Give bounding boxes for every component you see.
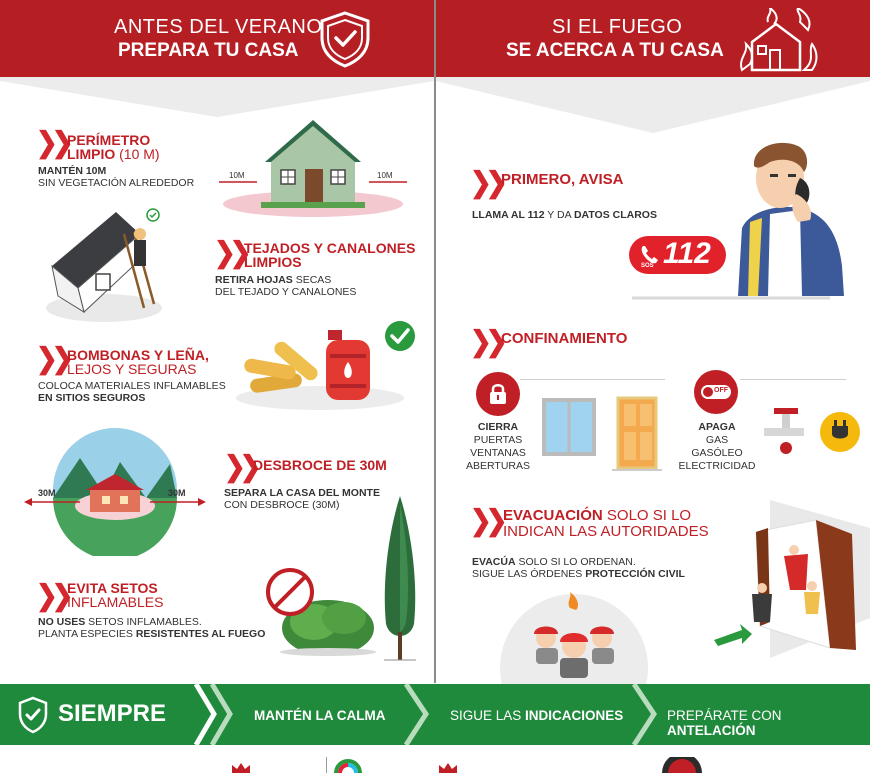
right-header: [436, 0, 870, 77]
right-header-line1: SI EL FUEGO: [552, 16, 683, 38]
cypress-tree-illustration: [380, 494, 420, 664]
evacuacion-desc1-bold: EVACÚA: [472, 556, 516, 568]
window-door-illustration: [542, 394, 662, 472]
footer-chevron-1: [192, 684, 236, 745]
footer-chevron-2: [402, 684, 434, 745]
house-illustration: [215, 112, 420, 222]
cierra-item-0: PUERTAS: [473, 434, 523, 446]
logo-divider: [326, 757, 327, 773]
confinamiento-frame-right: [740, 379, 846, 380]
avisa-chevron-icon: ❯❯: [470, 165, 502, 199]
perimetro-dist-left: 10M: [229, 171, 245, 180]
tejados-desc-light: SECAS: [292, 274, 332, 286]
perimetro-title-line1: PERÍMETRO: [67, 132, 151, 148]
perimetro-desc: [38, 165, 194, 189]
confinamiento-title: CONFINAMIENTO: [501, 330, 628, 347]
tejados-desc-line2: DEL TEJADO Y CANALONES: [215, 286, 357, 298]
evacuacion-title-bold: EVACUACIÓN: [503, 507, 603, 524]
desbroce-dist-left: 30M: [38, 488, 56, 498]
avisa-desc-bold1: LLAMA AL 112: [472, 209, 545, 221]
hedge-prohibited-illustration: [262, 566, 380, 658]
setos-title-line2: INFLAMABLES: [67, 594, 164, 610]
desbroce-title: DESBROCE DE 30M: [253, 457, 387, 473]
evacuacion-desc: [472, 556, 685, 580]
desbroce-desc-text: CON DESBROCE (30M): [224, 499, 340, 511]
tejados-desc: [215, 274, 356, 298]
column-divider: [434, 0, 436, 683]
gas-wood-illustration: [230, 318, 420, 413]
lock-button: [476, 372, 520, 416]
sos-label: SOS: [641, 263, 654, 269]
roof-worker-illustration: [44, 204, 170, 324]
perimetro-title: [67, 133, 160, 161]
bombonas-desc-text: COLOCA MATERIALES INFLAMABLES: [38, 380, 226, 392]
badge-112-number: 112: [663, 237, 711, 270]
footer-prepara: [667, 708, 870, 738]
desbroce-dist-right: 30M: [168, 488, 186, 498]
bombonas-desc: [38, 380, 226, 404]
valve-plug-illustration: [760, 404, 860, 460]
cierra-item-1: VENTANAS: [470, 447, 526, 459]
tejados-title: [244, 241, 415, 269]
apaga-item-0: GAS: [705, 434, 729, 446]
bombonas-title: [67, 348, 209, 376]
tejados-title-line2: LIMPIOS: [244, 254, 302, 270]
sdg-wheel-icon: [334, 759, 362, 773]
confinamiento-chevron-icon: ❯❯: [470, 324, 502, 358]
sos-logo-icon: [660, 757, 704, 773]
footer-calma: MANTÉN LA CALMA: [254, 708, 386, 723]
man-on-phone-illustration: [630, 138, 860, 300]
setos-chevron-icon: ❯❯: [36, 578, 68, 612]
perimetro-title-light: (10 M): [115, 146, 160, 162]
footer-chevron-3: [630, 684, 662, 745]
setos-title: [67, 581, 163, 609]
desbroce-desc: [224, 487, 380, 511]
setos-desc1-bold: NO USES: [38, 616, 86, 628]
bombonas-title-line1: BOMBONAS Y LEÑA,: [67, 347, 209, 363]
footer-sigue-bold: INDICACIONES: [525, 708, 624, 723]
evacuacion-desc2-text: SIGUE LAS ÓRDENES: [472, 568, 586, 580]
footer-sigue: [450, 708, 623, 723]
tejados-chevron-icon: ❯❯: [214, 235, 246, 269]
evacuacion-title-line2: INDICAN LAS AUTORIDADES: [503, 523, 709, 540]
cierra-block: [462, 421, 534, 473]
evacuacion-chevron-icon: ❯❯: [470, 503, 502, 537]
chevron-icon: ❯❯: [36, 125, 68, 159]
off-label: OFF: [714, 387, 728, 394]
evacuacion-title-light: SOLO SI LO: [602, 507, 692, 524]
desbroce-chevron-icon: ❯❯: [224, 449, 256, 483]
evacuacion-title: [503, 508, 709, 540]
crown-logo-2-icon: [437, 761, 459, 773]
setos-desc1-text: SETOS INFLAMABLES.: [85, 616, 202, 628]
firefighters-illustration: [500, 588, 650, 684]
logo-strip: [0, 745, 870, 773]
evacuation-door-illustration: [712, 498, 870, 660]
avisa-title: PRIMERO, AVISA: [501, 171, 624, 188]
left-header-line2: PREPARA TU CASA: [118, 40, 299, 61]
footer-prepara-bold: ANTELACIÓN: [667, 723, 756, 738]
evacuacion-desc1-text: SOLO SI LO ORDENAN.: [515, 556, 636, 568]
footer-prepara-text: PREPÁRATE CON: [667, 708, 782, 723]
setos-desc2-text: PLANTA ESPECIES: [38, 628, 136, 640]
off-toggle-icon: [701, 385, 731, 399]
bombonas-title-line2: LEJOS Y SEGURAS: [67, 361, 197, 377]
setos-title-line1: EVITA SETOS: [67, 580, 158, 596]
perimetro-desc-text: SIN VEGETACIÓN ALREDEDOR: [38, 177, 195, 189]
cierra-title: CIERRA: [477, 421, 519, 433]
avisa-desc-bold2: DATOS CLAROS: [573, 209, 657, 221]
footer-siempre: SIEMPRE: [58, 700, 167, 727]
lock-icon: [488, 382, 508, 406]
apaga-item-1: GASÓLEO: [691, 447, 743, 459]
perimetro-desc-bold: MANTÉN 10M: [38, 165, 107, 177]
evacuacion-desc2-bold: PROTECCIÓN CIVIL: [585, 568, 685, 580]
shield-check-icon: [318, 10, 372, 68]
confinamiento-frame: [520, 379, 665, 380]
desbroce-desc-bold: SEPARA LA CASA DEL MONTE: [224, 487, 380, 499]
right-header-line2: SE ACERCA A TU CASA: [506, 40, 724, 61]
cierra-item-2: ABERTURAS: [466, 460, 530, 472]
right-header-chevron: [436, 77, 870, 137]
footer-bar: [0, 684, 870, 745]
bombonas-chevron-icon: ❯❯: [36, 341, 68, 375]
footer-shield-icon: [17, 696, 49, 734]
crown-logo-icon: [230, 761, 252, 773]
footer-sigue-text: SIGUE LAS: [450, 708, 526, 723]
apaga-title: APAGA: [698, 421, 736, 433]
house-fire-icon: [738, 8, 818, 74]
apaga-item-2: ELECTRICIDAD: [678, 460, 756, 472]
setos-desc: [38, 616, 265, 640]
left-header: [0, 0, 434, 77]
perimetro-dist-right: 10M: [377, 171, 393, 180]
setos-desc2-bold: RESISTENTES AL FUEGO: [135, 628, 266, 640]
perimetro-title-line2: LIMPIO: [67, 146, 116, 162]
bombonas-desc-bold: EN SITIOS SEGUROS: [38, 392, 146, 404]
tejados-title-line1: TEJADOS Y CANALONES: [244, 240, 416, 256]
apaga-block: [676, 421, 758, 473]
tejados-desc-bold: RETIRA HOJAS: [215, 274, 293, 286]
avisa-desc-mid: Y DA: [544, 209, 574, 221]
left-header-line1: ANTES DEL VERANO: [114, 16, 323, 38]
off-button: [694, 370, 738, 414]
